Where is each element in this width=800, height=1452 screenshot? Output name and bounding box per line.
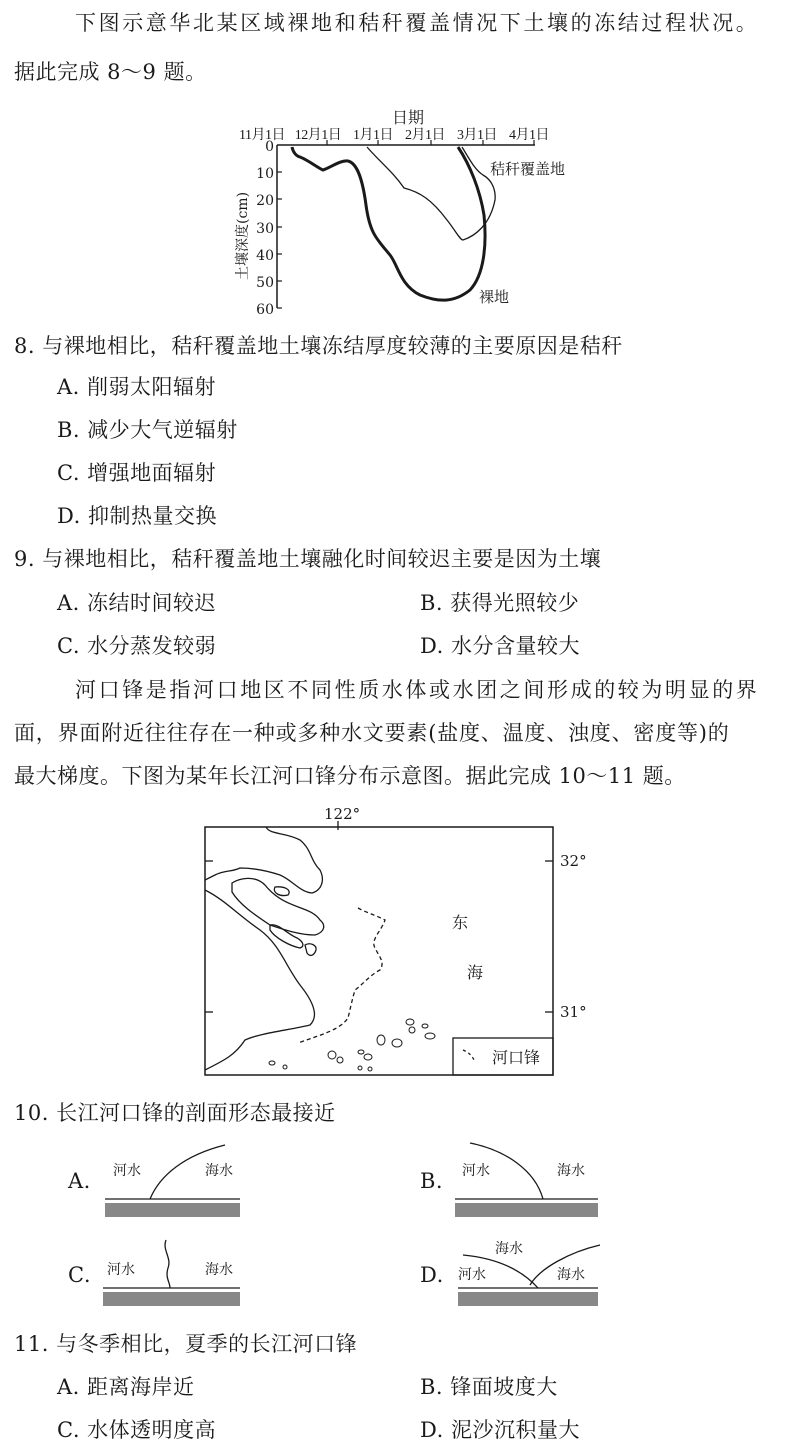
bare-label: 裸地 xyxy=(479,288,510,306)
longitude-label: 122° xyxy=(324,805,361,823)
profile-d-river: 河水 xyxy=(458,1267,486,1283)
profile-c-sea: 海水 xyxy=(205,1262,233,1278)
profile-d-sea: 海水 xyxy=(557,1267,585,1283)
yangtze-estuary-map xyxy=(205,821,553,1075)
profile-c xyxy=(103,1240,240,1306)
q10-option-d: D. xyxy=(420,1263,444,1287)
profile-b xyxy=(455,1143,598,1217)
intro-text-2c: 最大梯度。下图为某年长江河口锋分布示意图。据此完成 10～11 题。 xyxy=(14,764,686,788)
sea-label-sea: 海 xyxy=(467,963,484,982)
x-tick: 2月1日 xyxy=(405,128,445,143)
q10-option-b: B. xyxy=(420,1169,444,1193)
x-axis-title: 日期 xyxy=(392,108,425,127)
q11-option-c: C. 水体透明度高 xyxy=(57,1418,217,1442)
legend-estuary-front: 河口锋 xyxy=(492,1048,541,1067)
y-tick: 50 xyxy=(256,275,274,291)
latitude-label-32: 32° xyxy=(560,852,587,870)
profile-a-sea: 海水 xyxy=(205,1163,233,1179)
intro-text-1: 下图示意华北某区域裸地和秸秆覆盖情况下土壤的冻结过程状况。 xyxy=(75,11,760,35)
profile-a xyxy=(105,1145,240,1217)
straw-label: 秸秆覆盖地 xyxy=(490,160,566,178)
y-tick: 60 xyxy=(256,302,274,318)
intro-text-2b: 面，界面附近往往存在一种或多种水文要素(盐度、温度、浊度、密度等)的 xyxy=(14,721,730,745)
q11-option-a: A. 距离海岸近 xyxy=(57,1375,195,1399)
x-tick: 3月1日 xyxy=(457,128,497,143)
y-tick: 40 xyxy=(256,248,274,264)
q11-option-d: D. 泥沙沉积量大 xyxy=(420,1418,580,1442)
q8-option-b: B. 减少大气逆辐射 xyxy=(57,418,238,442)
straw-cover-curve xyxy=(367,147,495,240)
q8-option-d: D. 抑制热量交换 xyxy=(57,504,217,528)
question-11: 11. 与冬季相比，夏季的长江河口锋 xyxy=(14,1332,358,1356)
q8-option-a: A. 削弱太阳辐射 xyxy=(57,375,217,399)
question-8: 8. 与裸地相比，秸秆覆盖地土壤冻结厚度较薄的主要原因是秸秆 xyxy=(14,334,623,358)
intro-text-2: 河口锋是指河口地区不同性质水体或水团之间形成的较为明显的界 xyxy=(75,678,760,702)
profile-c-river: 河水 xyxy=(107,1262,135,1278)
x-tick: 1月1日 xyxy=(353,128,393,143)
profile-d xyxy=(458,1245,600,1306)
intro-text-1b: 据此完成 8～9 题。 xyxy=(14,60,207,84)
latitude-label-31: 31° xyxy=(560,1003,587,1021)
y-tick: 10 xyxy=(256,166,274,182)
y-tick: 20 xyxy=(256,193,274,209)
q8-option-c: C. 增强地面辐射 xyxy=(57,461,217,485)
profile-b-sea: 海水 xyxy=(557,1163,585,1179)
estuary-front-line xyxy=(298,908,385,1043)
q9-option-c: C. 水分蒸发较弱 xyxy=(57,634,217,658)
y-tick: 0 xyxy=(265,139,274,155)
profile-d-sea-top: 海水 xyxy=(495,1241,523,1257)
y-tick: 30 xyxy=(256,221,274,237)
x-tick: 11月1日 xyxy=(239,128,285,143)
q11-option-b: B. 锋面坡度大 xyxy=(420,1375,558,1399)
y-axis-title: 土壤深度(cm) xyxy=(235,191,251,280)
q9-option-d: D. 水分含量较大 xyxy=(420,634,580,658)
q10-option-c: C. xyxy=(68,1263,91,1287)
x-tick: 12月1日 xyxy=(294,128,342,143)
profile-a-river: 河水 xyxy=(113,1163,141,1179)
sea-label-east: 东 xyxy=(452,913,469,932)
profile-b-river: 河水 xyxy=(462,1163,490,1179)
question-10: 10. 长江河口锋的剖面形态最接近 xyxy=(14,1101,336,1125)
x-tick: 4月1日 xyxy=(509,128,549,143)
question-9: 9. 与裸地相比，秸秆覆盖地土壤融化时间较迟主要是因为土壤 xyxy=(14,547,602,571)
q10-option-a: A. xyxy=(68,1169,91,1193)
q9-option-a: A. 冻结时间较迟 xyxy=(57,591,217,615)
q9-option-b: B. 获得光照较少 xyxy=(420,591,580,615)
bare-ground-curve xyxy=(292,147,485,300)
